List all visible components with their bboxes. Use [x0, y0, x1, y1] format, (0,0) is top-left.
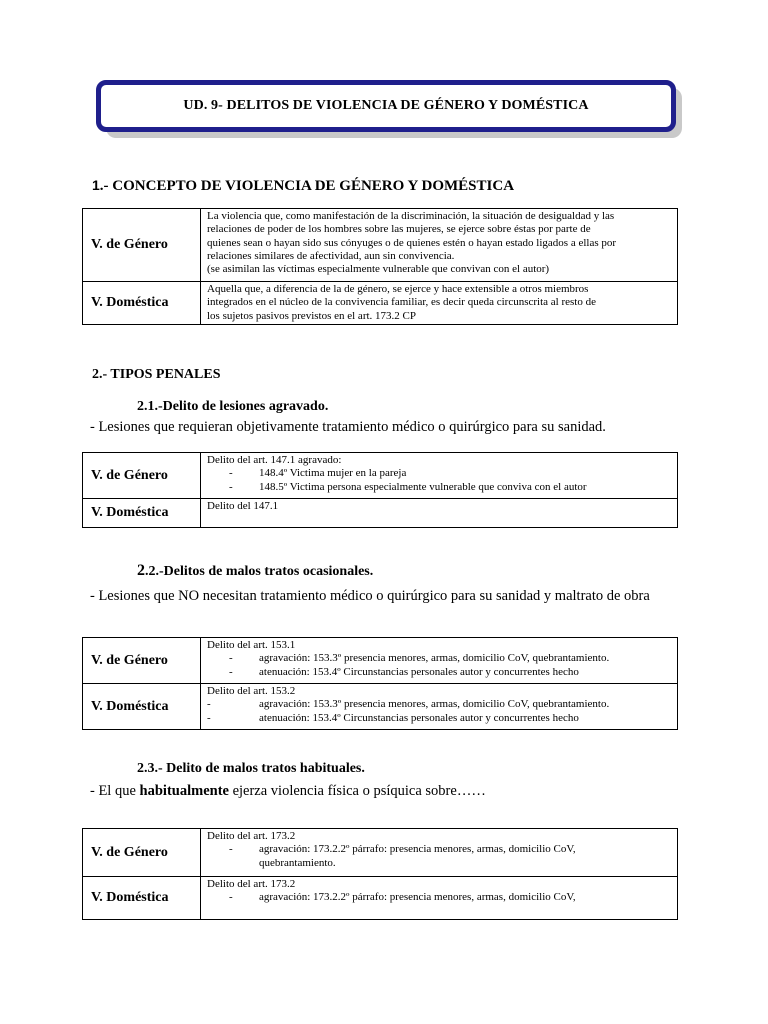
- row-main-text: Delito del art. 173.2: [207, 830, 296, 842]
- definition-line: La violencia que, como manifestación de la discriminación, la situación de desigualdad y las: [207, 210, 615, 222]
- habituales-row-domestica: [83, 877, 678, 920]
- bullet-dash: -: [207, 711, 211, 724]
- description-emphasis: habitualmente: [139, 783, 229, 799]
- section-2-heading: 2.- TIPOS PENALES: [92, 367, 221, 382]
- list-item: [207, 481, 673, 494]
- bullet-text: atenuación: 153.4º Circunstancias personales autor y concurrentes hecho: [259, 711, 579, 724]
- definition-line: relaciones de poder de los hombres sobre las mujeres, se ejerce sobre éstas por parte de: [207, 223, 591, 236]
- bullet-dash: -: [229, 652, 233, 665]
- list-item: [207, 891, 673, 904]
- bullet-text: agravación: 153.3º presencia menores, armas, domicilio CoV, quebrantamiento.: [259, 652, 610, 665]
- concept-table: [82, 208, 678, 325]
- list-item: [207, 467, 673, 480]
- row-content: [201, 877, 678, 920]
- lesiones-row-domestica: [83, 499, 678, 528]
- definition-line: Aquella que, a diferencia de la de género, se ejerce y hace extensible a otros miembros: [207, 283, 589, 295]
- row-main-text: Delito del art. 153.1: [207, 639, 296, 651]
- habituales-row-genero: [83, 829, 678, 877]
- row-definition: [201, 209, 678, 282]
- list-item-continuation: [207, 857, 673, 870]
- subsection-2-1-heading: 2.1.-Delito de lesiones agravado.: [137, 399, 329, 414]
- subsection-2-2-description: - Lesiones que NO necesitan tratamiento médico o quirúrgico para su sanidad y maltrato de obra: [90, 588, 650, 604]
- row-content: Delito del 147.1: [201, 499, 678, 528]
- bullet-dash: -: [229, 480, 233, 493]
- bullet-text: atenuación: 153.4º Circunstancias personales autor y concurrentes hecho: [259, 665, 579, 678]
- definition-line: relaciones similares de afectividad, aun sin convivencia.: [207, 249, 455, 262]
- bullet-text: 148.4º Victima mujer en la pareja: [259, 467, 407, 480]
- bullet-text: agravación: 153.3º presencia menores, armas, domicilio CoV, quebrantamiento.: [259, 698, 610, 711]
- subsection-2-3-description: [90, 783, 672, 800]
- bullet-dash: -: [207, 698, 211, 711]
- list-item: [207, 666, 673, 679]
- subsection-2-2-number: 2: [137, 562, 145, 579]
- section-1-heading-text: .- CONCEPTO DE VIOLENCIA DE GÉNERO Y DOMÉSTICA: [99, 178, 515, 194]
- subsection-2-2-heading: [137, 562, 373, 580]
- definition-line: los sujetos pasivos previstos en el art. 173.2 CP: [207, 309, 416, 322]
- row-content: [201, 638, 678, 684]
- bullet-text: agravación: 173.2.2º párrafo: presencia menores, armas, domicilio CoV,: [259, 891, 576, 904]
- row-label: V. Doméstica: [83, 877, 201, 920]
- description-text: - El que: [90, 783, 140, 799]
- row-definition: [201, 282, 678, 325]
- bullet-dash: -: [229, 891, 233, 904]
- title-box: [96, 80, 676, 132]
- row-main-text: Delito del art. 173.2: [207, 878, 296, 890]
- row-label: V. Doméstica: [83, 684, 201, 730]
- definition-line: integrados en el núcleo de la convivencia familiar, es decir queda circunscrita al resto de: [207, 296, 596, 309]
- row-main-text: Delito del art. 147.1 agravado:: [207, 454, 342, 466]
- list-item: [207, 843, 673, 856]
- row-label: V. Doméstica: [83, 282, 201, 325]
- row-label: V. Doméstica: [83, 499, 201, 528]
- bullet-dash: -: [229, 843, 233, 856]
- list-item: [207, 712, 673, 725]
- concept-row-domestica: [83, 282, 678, 325]
- subsection-2-3-heading: 2.3.- Delito de malos tratos habituales.: [137, 761, 365, 776]
- row-content: [201, 829, 678, 877]
- row-label: V. de Género: [83, 829, 201, 877]
- bullet-dash: -: [229, 665, 233, 678]
- list-item: [207, 698, 673, 711]
- ocasionales-row-genero: [83, 638, 678, 684]
- bullet-spacer: [207, 857, 259, 870]
- definition-line: quienes sean o hayan sido sus cónyuges o de quienes estén o hayan estado ligados a ellas por: [207, 236, 617, 249]
- ocasionales-row-domestica: [83, 684, 678, 730]
- row-main-text: Delito del art. 153.2: [207, 685, 296, 697]
- lesiones-table: [82, 452, 678, 528]
- document-title: UD. 9- DELITOS DE VIOLENCIA DE GÉNERO Y DOMÉSTICA: [183, 98, 589, 113]
- bullet-text: agravación: 173.2.2º párrafo: presencia menores, armas, domicilio CoV,: [259, 843, 576, 856]
- row-label: V. de Género: [83, 453, 201, 499]
- lesiones-row-genero: [83, 453, 678, 499]
- list-item: [207, 652, 673, 665]
- section-1-heading: [92, 177, 514, 195]
- section-1-number: 1: [92, 177, 100, 193]
- bullet-text: 148.5º Victima persona especialmente vulnerable que conviva con el autor: [259, 480, 587, 493]
- row-content: [201, 684, 678, 730]
- subsection-2-1-description: - Lesiones que requieran objetivamente tratamiento médico o quirúrgico para su sanidad.: [90, 419, 606, 435]
- row-label: V. de Género: [83, 209, 201, 282]
- malos-tratos-ocasionales-table: [82, 637, 678, 730]
- malos-tratos-habituales-table: [82, 828, 678, 920]
- description-text: ejerza violencia física o psíquica sobre……: [228, 783, 486, 799]
- bullet-text: quebrantamiento.: [259, 856, 336, 869]
- row-content: [201, 453, 678, 499]
- definition-line: (se asimilan las víctimas especialmente vulnerable que convivan con el autor): [207, 263, 550, 276]
- concept-row-genero: [83, 209, 678, 282]
- subsection-2-2-heading-text: .2.-Delitos de malos tratos ocasionales.: [145, 564, 374, 579]
- bullet-dash: -: [229, 467, 233, 480]
- row-label: V. de Género: [83, 638, 201, 684]
